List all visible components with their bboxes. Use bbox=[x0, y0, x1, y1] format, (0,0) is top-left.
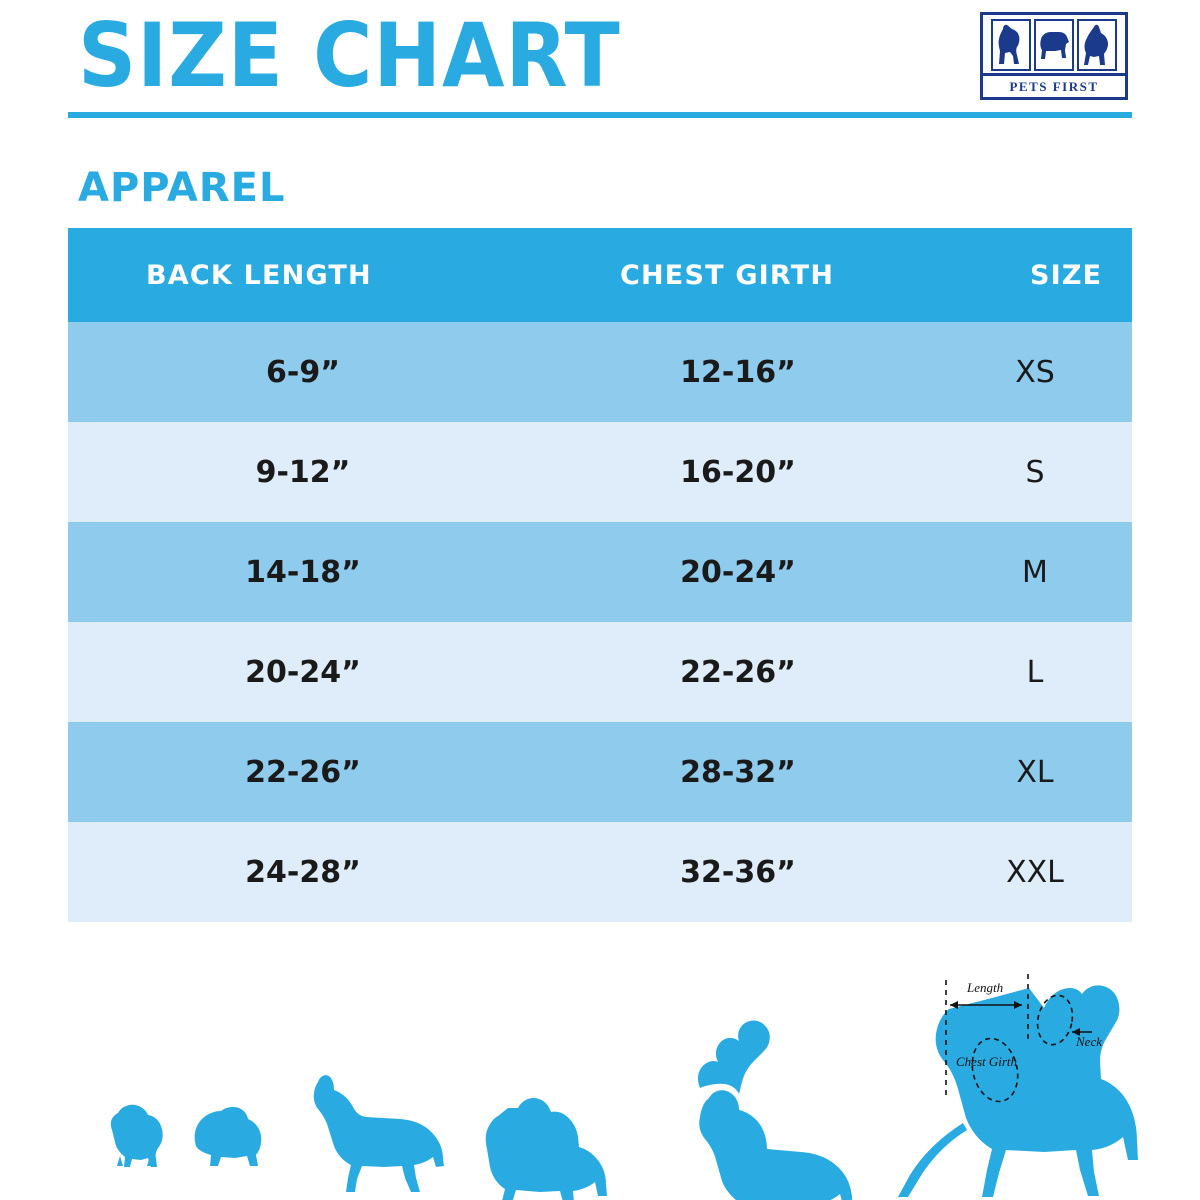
pug-silhouette bbox=[195, 1107, 262, 1166]
table-row bbox=[68, 622, 1132, 722]
column-header-chest-girth: CHEST GIRTH bbox=[538, 228, 938, 322]
dog-standing-icon bbox=[1034, 19, 1074, 71]
column-header-size: SIZE bbox=[938, 228, 1132, 322]
cell-size: XL bbox=[938, 722, 1132, 822]
cell-chest-girth: 28-32” bbox=[538, 722, 938, 822]
dog-sitting-icon bbox=[991, 19, 1031, 71]
label-length: Length bbox=[967, 980, 1004, 995]
dog-alert-icon bbox=[1077, 19, 1117, 71]
cell-size: M bbox=[938, 522, 1132, 622]
cell-back-length: 24-28” bbox=[68, 822, 538, 922]
table-header bbox=[68, 228, 1132, 322]
cell-chest-girth: 22-26” bbox=[538, 622, 938, 722]
cell-back-length: 9-12” bbox=[68, 422, 538, 522]
section-title: APPAREL bbox=[78, 165, 286, 211]
logo-dog-panels bbox=[983, 15, 1125, 73]
cell-back-length: 14-18” bbox=[68, 522, 538, 622]
size-table bbox=[68, 228, 1132, 922]
column-header-back-length: BACK LENGTH bbox=[68, 228, 538, 322]
cell-back-length: 6-9” bbox=[68, 322, 538, 422]
pomeranian-silhouette bbox=[111, 1105, 163, 1167]
dog-size-illustration bbox=[0, 960, 1200, 1200]
page-title: SIZE CHART bbox=[78, 4, 621, 107]
measuring-dog-diagram bbox=[898, 985, 1138, 1197]
cell-size: XS bbox=[938, 322, 1132, 422]
cell-chest-girth: 32-36” bbox=[538, 822, 938, 922]
terrier-silhouette bbox=[698, 1021, 853, 1200]
cell-size: S bbox=[938, 422, 1132, 522]
cell-back-length: 22-26” bbox=[68, 722, 538, 822]
table-row bbox=[68, 722, 1132, 822]
table-row bbox=[68, 422, 1132, 522]
brand-name: PETS FIRST bbox=[983, 73, 1125, 99]
brand-logo bbox=[980, 12, 1128, 100]
cell-size: L bbox=[938, 622, 1132, 722]
cell-back-length: 20-24” bbox=[68, 622, 538, 722]
header-divider bbox=[68, 112, 1132, 118]
table-body bbox=[68, 322, 1132, 922]
cell-size: XXL bbox=[938, 822, 1132, 922]
table-row bbox=[68, 522, 1132, 622]
header bbox=[0, 0, 1200, 126]
cell-chest-girth: 16-20” bbox=[538, 422, 938, 522]
label-neck: Neck bbox=[1076, 1034, 1102, 1049]
table-row bbox=[68, 322, 1132, 422]
cell-chest-girth: 20-24” bbox=[538, 522, 938, 622]
table-header-row bbox=[68, 228, 1132, 322]
table-row bbox=[68, 822, 1132, 922]
cocker-spaniel-silhouette bbox=[486, 1098, 607, 1200]
cell-chest-girth: 12-16” bbox=[538, 322, 938, 422]
label-chest-girth: Chest Girth bbox=[956, 1054, 1018, 1069]
beagle-silhouette bbox=[314, 1075, 444, 1192]
